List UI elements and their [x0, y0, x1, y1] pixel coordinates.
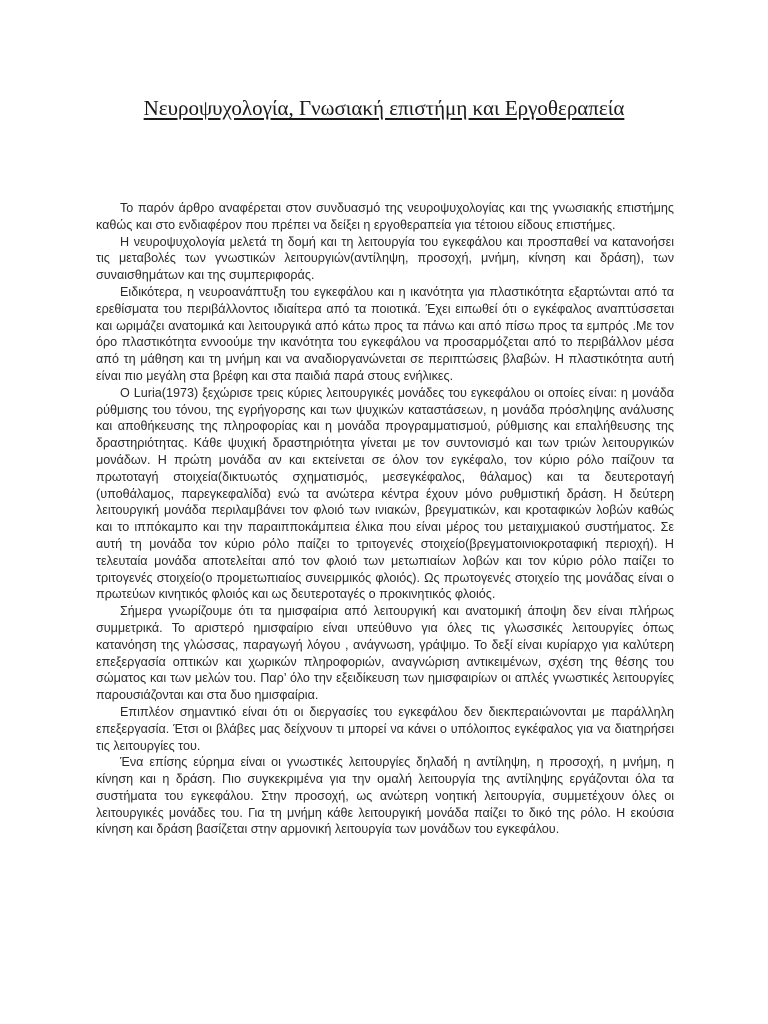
- paragraph-processing: Επιπλέον σημαντικό είναι ότι οι διεργασίες του εγκεφάλου δεν διεκπεραιώνονται με παράλληλη επεξεργασία. Έτσι οι βλάβες μας δείχνουν τι μπορεί να κάνει ο υπόλοιπος εγκέφαλος για να διατηρήσει τις λειτουργίες του.: [96, 704, 674, 753]
- paragraph-neuropsychology: Η νευροψυχολογία μελετά τη δομή και τη λειτουργία του εγκεφάλου και προσπαθεί να κατανοήσει τις μεταβολές των γνωστικών λειτουργιών(αντίληψη, προσοχή, μνήμη, κίνηση και δράση), των συναισθημάτων και της συμπεριφοράς.: [96, 234, 674, 283]
- paragraph-intro: Το παρόν άρθρο αναφέρεται στον συνδυασμό της νευροψυχολογίας και της γνωσιακής επιστήμης καθώς και στο ενδιαφέρον που πρέπει να δείξει η εργοθεραπεία για τέτοιου είδους επιστήμες.: [96, 201, 674, 232]
- paragraph-luria-units: Ο Luria(1973) ξεχώρισε τρεις κύριες λειτουργικές μονάδες του εγκεφάλου οι οποίες είναι: η μονάδα ρύθμισης του τόνου, της εγρήγορσης και των ψυχικών καταστάσεων, η μονάδα πρόσληψης ανάλυσης και αποθήκευσης της πληροφορίας και η μονάδα προγραμματισμού, ρύθμισης και επαλήθευσης της δραστηριότητας. Κάθε ψυχική δραστηριότητα γίνεται με τον συντονισμό και των τριών λειτουργικών μονάδων. Η πρώτη μονάδα αν και εκτείνεται σε όλον τον εγκέφαλο, τον κύριο ρόλο παίζουν τα πρωτοταγή στοιχεία(δικτυωτός σχηματισμός, μεσεγκέφαλος, θάλαμος) και τα δευτεροταγή (υποθάλαμος, παρεγκεφαλίδα) ενώ τα ανώτερα κέντρα έχουν μόνο ρυθμιστική δράση. Η δεύτερη λειτουργική μονάδα περιλαμβάνει τον φλοιό των ινιακών, βρεγματικών, και κροταφικών λοβών καθώς και το ιππόκαμπο και την παραιπποκάμπεια έλικα που είναι μέρος του μεταιχμιακού συστήματος. Σε αυτή τη μονάδα τον κύριο ρόλο παίζει το τριτογενές στοιχείο(βρεγματοινιοκροταφική περιοχή). Η τελευταία μονάδα αποτελείται από τον φλοιό των μετωπιαίων λοβών και τον κύριο ρόλο παίζει το τριτογενές στοιχείο(ο προμετωπιαίος συνειρμικός φλοιός). Ως πρωτογενές στοιχείο της μονάδας είναι ο πρωτεύων κινητικός φλοιός και ως δευτεροταγές ο προκινητικός φλοιός.: [96, 385, 674, 602]
- document-title: Νευροψυχολογία, Γνωσιακή επιστήμη και Εργοθεραπεία: [143, 96, 625, 120]
- paragraph-cognitive-functions: Ένα επίσης εύρημα είναι οι γνωστικές λειτουργίες δηλαδή η αντίληψη, η προσοχή, η μνήμη, η κίνηση και η δράση. Πιο συγκεκριμένα για την ομαλή λειτουργία της αντίληψης εργάζονται όλα τα συστήματα του εγκεφάλου. Στην προσοχή, ως ανώτερη νοητική λειτουργία, συμμετέχουν όλες οι λειτουργικές μονάδες του. Για τη μνήμη κάθε λειτουργική μονάδα παίζει το δικό της ρόλο. Η εκούσια κίνηση και δράση βασίζεται στην αρμονική λειτουργία των μονάδων του εγκεφάλου.: [96, 755, 674, 837]
- document-body: [96, 200, 674, 838]
- paragraph-hemispheres: Σήμερα γνωρίζουμε ότι τα ημισφαίρια από λειτουργική και ανατομική άποψη δεν είναι πλήρως συμμετρικά. Το αριστερό ημισφαίριο είναι υπεύθυνο για όλες τις γλωσσικές λειτουργίες όπως κατανόηση της γλώσσας, παραγωγή λόγου , ανάγνωση, γράψιμο. Το δεξί είναι κυρίαρχο για καλύτερη επεξεργασία οπτικών και χωρικών πληροφοριών, αναγνώριση αντικειμένων, σχέση της θέσης του σώματος και των μελών του. Παρ’ όλο την εξειδίκευση των ημισφαιρίων οι απλές γνωστικές λειτουργίες παρουσιάζονται και στα δυο ημισφαίρια.: [96, 604, 674, 703]
- paragraph-plasticity: Ειδικότερα, η νευροανάπτυξη του εγκεφάλου και η ικανότητα για πλαστικότητα εξαρτώνται από τα ερεθίσματα του περιβάλλοντος ιδιαίτερα από τα ποιοτικά. Έχει ειπωθεί ότι ο εγκέφαλος αναπτύσσεται και ωριμάζει ανατομικά και λειτουργικά από κάτω προς τα πάνω και από πίσω προς τα εμπρός .Με τον όρο πλαστικότητα εννοούμε την ικανότητα του εγκεφάλου να προσαρμόζεται από το περιβάλλον μέσα από τη μάθηση και τη μνήμη και να αναδιοργανώνεται σε περιπτώσεις βλαβών. Η πλαστικότητα αυτή είναι πιο μεγάλη στα βρέφη και στα παιδιά παρά στους ενήλικες.: [96, 284, 674, 383]
